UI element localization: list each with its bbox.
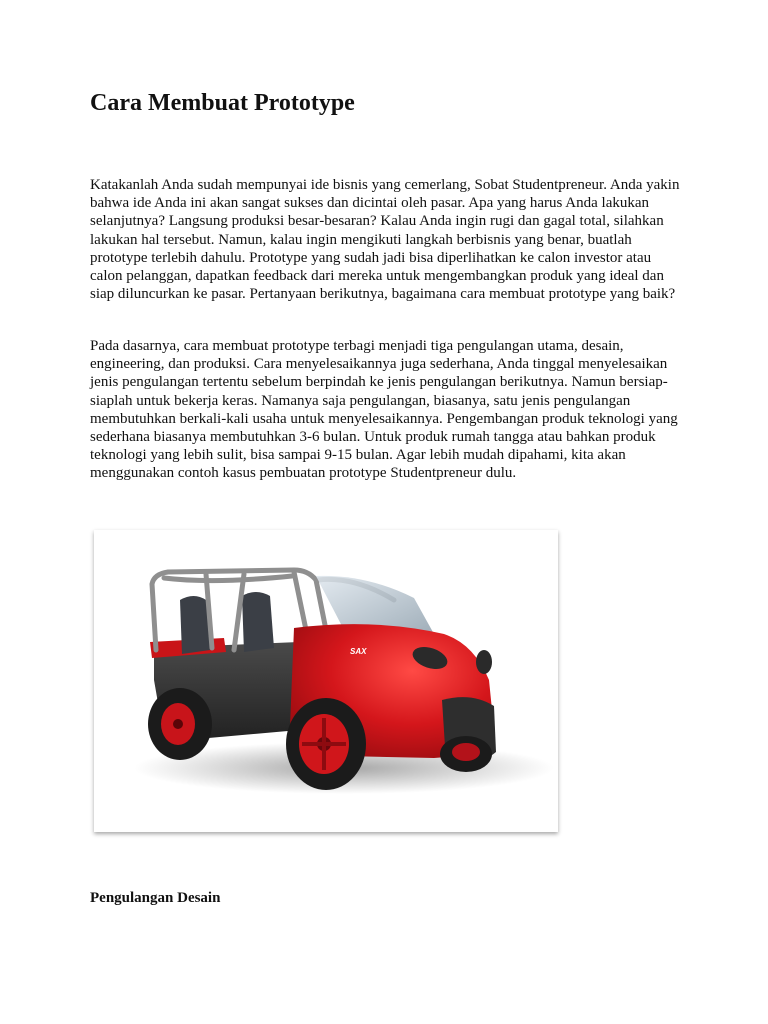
wheel-front-left bbox=[286, 698, 366, 790]
wheel-rear bbox=[148, 688, 212, 760]
page-title: Cara Membuat Prototype bbox=[90, 90, 355, 116]
car-seat-front bbox=[242, 592, 274, 652]
car-seat-rear bbox=[180, 596, 210, 654]
section-subheading: Pengulangan Desain bbox=[90, 890, 221, 906]
wheel-front-right bbox=[440, 736, 492, 772]
car-illustration bbox=[94, 530, 558, 832]
paragraph-intro: Katakanlah Anda sudah mempunyai ide bisnis yang cemerlang, Sobat Studentpreneur. Anda yakin bahwa ide Anda ini akan sangat sukses dan dicintai oleh pasar. Apa yang harus Anda lakukan selanjutnya? Langsung produksi besar-besaran? Kalau Anda ingin rugi dan gagal total, silahkan lakukan hal tersebut. Namun, kalau ingin mengikuti langkah berbisnis yang benar, buatlah prototype terlebih dahulu. Prototype yang sudah jadi bisa diperlihatkan ke calon investor atau calon pelanggan, dapatkan feedback dari mereka untuk mengembangkan produk yang ideal dan siap diluncurkan ke pasar. Pertanyaan berikutnya, bagaimana cara membuat prototype yang baik? bbox=[90, 177, 680, 303]
paragraph-iterations: Pada dasarnya, cara membuat prototype terbagi menjadi tiga pengulangan utama, desain, engineering, dan produksi. Cara menyelesaikannya juga sederhana, Anda tinggal menyelesaikan jenis pengulangan tertentu sebelum berpindah ke jenis pengulangan berikutnya. Namun bersiap-siaplah untuk bekerja keras. Namanya saja pengulangan, biasanya, satu jenis pengulangan membutuhkan berkali-kali usaha untuk menyelesaikannya. Pengembangan produk teknologi yang sederhana biasanya membutuhkan 3-6 bulan. Untuk produk rumah tangga atau bahkan produk teknologi yang lebih sulit, bisa sampai 9-15 bulan. Agar lebih mudah dipahami, kita akan menggunakan contoh kasus pembuatan prototype Studentpreneur dulu. bbox=[90, 338, 678, 482]
headlight-right bbox=[476, 650, 492, 674]
car-logo: SAX bbox=[350, 647, 367, 656]
prototype-car-image bbox=[94, 530, 558, 832]
